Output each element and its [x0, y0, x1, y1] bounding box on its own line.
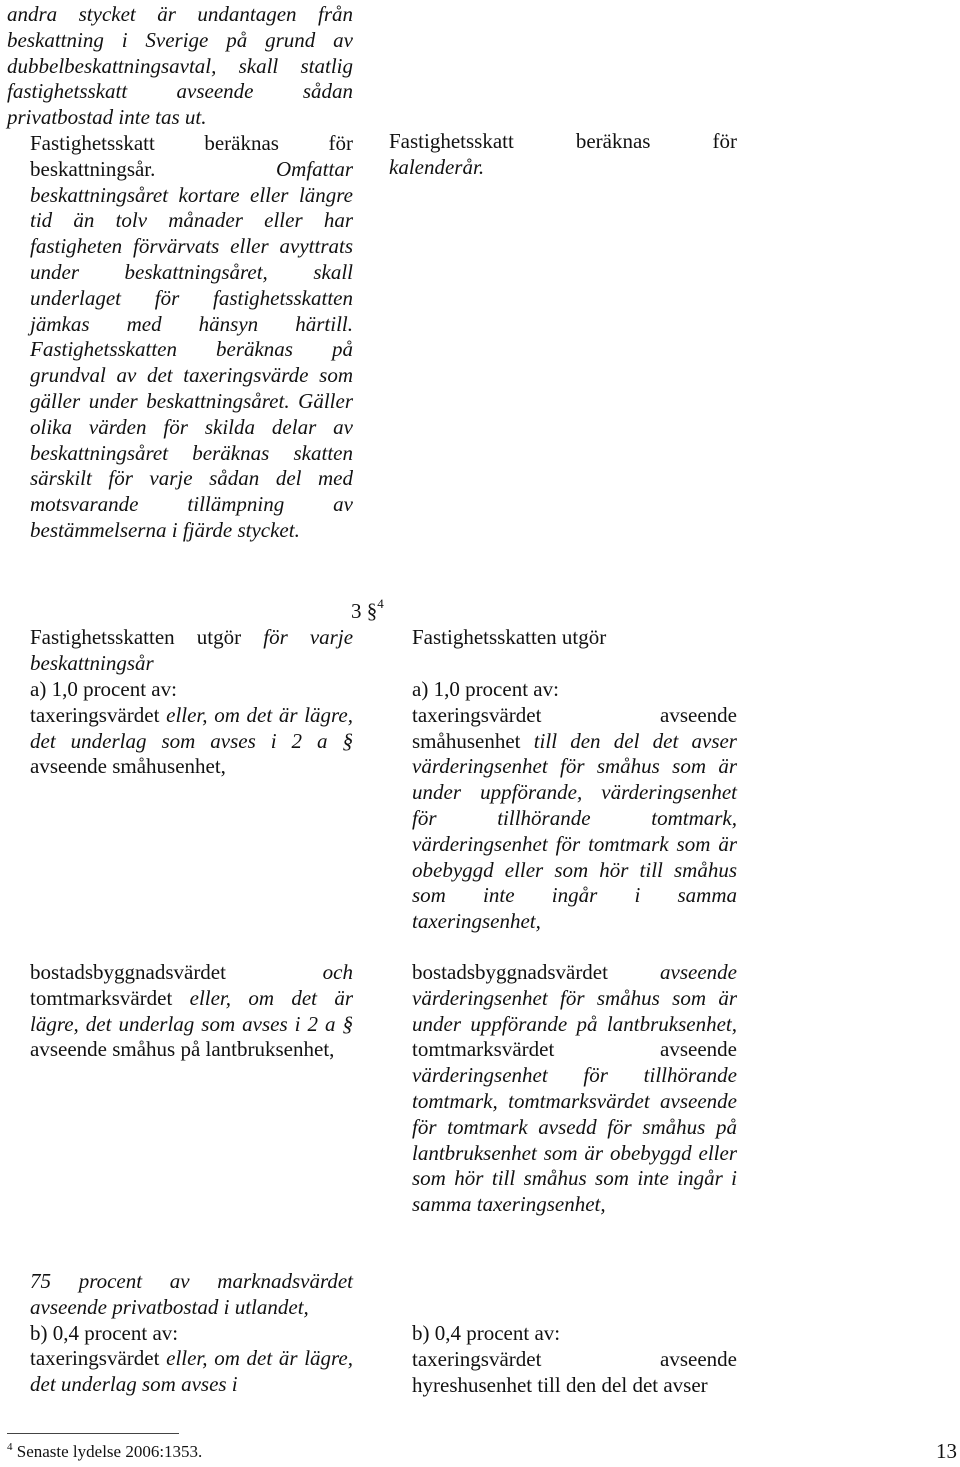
section-heading: [351, 596, 384, 624]
top-left-paragraph-2: [7, 131, 353, 544]
right-b-label: b) 0,4 procent av:: [412, 1321, 561, 1345]
left-intro-italic: för varje beskattningsår: [30, 625, 354, 675]
left-a-label: a) 1,0 procent av:: [30, 677, 177, 701]
right-item-c: [389, 1321, 737, 1398]
top-right-line-1: Fastighetsskatt beräknas för: [389, 129, 737, 153]
top-left-text: [7, 2, 353, 544]
top-left-paragraph-1: andra stycket är undantagen från beskattning i Sverige på grund av dubbelbeskattningsavtal, skall statlig fastighetsskatt avseende sådan privatbostad inte tas ut.: [7, 2, 353, 130]
right-b-text-4: värderingsenhet för tillhörande tomtmark, tomtmarksvärdet avseende för tomtmark avsedd för småhus på lantbruksenhet som är obebyggd eller som hör till småhus som inte ingår i samma taxeringsenhet,: [412, 1063, 737, 1217]
footnote-divider: [7, 1433, 179, 1434]
left-b-text-1: bostadsbyggnadsvärdet: [30, 960, 323, 984]
left-item-a: [7, 677, 353, 780]
left-d-text-2: eller, om det är lägre, det underlag som avses i: [30, 1346, 353, 1397]
right-a-text-1: taxeringsvärdet avseende småhusenhet: [412, 702, 737, 753]
left-d-text-1: taxeringsvärdet: [30, 1346, 167, 1371]
page-number: 13: [936, 1439, 957, 1463]
left-item-b: [7, 960, 353, 1063]
left-c-text: 75 procent av marknadsvärdet avseende privatbostad i utlandet,: [30, 1269, 353, 1319]
right-a-label: a) 1,0 procent av:: [412, 677, 559, 701]
footnote-ref: 4: [377, 596, 384, 611]
left-b-text-5: avseende småhus på lantbruksenhet,: [30, 1037, 335, 1062]
left-intro-text: Fastighetsskatten utgör: [30, 625, 264, 649]
right-b-text-1: bostadsbyggnadsvärdet: [412, 960, 661, 984]
left-a-text-2: eller, om det är lägre, det underlag som avses i 2 a §: [30, 702, 353, 753]
right-a-text-2: till den del det avser värderingsenhet för småhus som är under uppförande, värderingsenhet för tillhörande tomtmark, värderingsenhet för tomtmark som är obebyggd eller som hör till småhus som inte ingår i samma taxeringsenhet,: [412, 728, 737, 934]
footnote-text: Senaste lydelse 2006:1353.: [12, 1442, 203, 1461]
footnote: [7, 1441, 202, 1462]
left-b-text-3: tomtmarksvärdet: [30, 985, 190, 1010]
left-intro: [7, 625, 353, 677]
left-b-text-2: och: [322, 960, 353, 984]
left-a-text-1: taxeringsvärdet: [30, 702, 167, 727]
top-right-text: [389, 129, 737, 181]
left-a-text-3: avseende småhusenhet,: [30, 754, 226, 779]
left-b-label: b) 0,4 procent av:: [30, 1320, 179, 1345]
right-b-text-2: avseende värderingsenhet för småhus som är under uppförande på lantbruksenhet,: [412, 960, 737, 1036]
right-d-text: taxeringsvärdet avseende hyreshusenhet till den del det avser: [412, 1346, 737, 1397]
tax-period-label: Fastighetsskatt beräknas för beskattningsår.: [30, 130, 353, 181]
left-item-c: [7, 1269, 353, 1398]
right-item-a: [389, 677, 737, 935]
tax-period-details: Omfattar beskattningsåret kortare eller längre tid än tolv månader eller har fastigheten förvärvats eller avyttrats under beskattningsåret, skall underlaget för fastighetsskatten jämkas med hänsyn härtill. Fastighetsskatten beräknas på grundval av det taxeringsvärde som gäller under beskattningsåret. Gäller olika värden för skilda delar av beskattningsåret beräknas skatten särskilt för varje sådan del med motsvarande tillämpning av bestämmelserna i fjärde stycket.: [30, 156, 353, 542]
right-b-text-3: tomtmarksvärdet avseende: [412, 1037, 737, 1062]
right-item-b: [389, 960, 737, 1218]
section-symbol: §: [366, 599, 378, 623]
section-number: 3: [351, 599, 362, 623]
right-intro: [389, 625, 737, 651]
footnote-number: 4: [7, 1441, 13, 1453]
top-right-line-2: kalenderår.: [389, 154, 485, 179]
left-b-text-4: eller, om det är lägre, det underlag som avses i 2 a §: [30, 985, 353, 1036]
right-intro-text: Fastighetsskatten utgör: [412, 625, 607, 649]
